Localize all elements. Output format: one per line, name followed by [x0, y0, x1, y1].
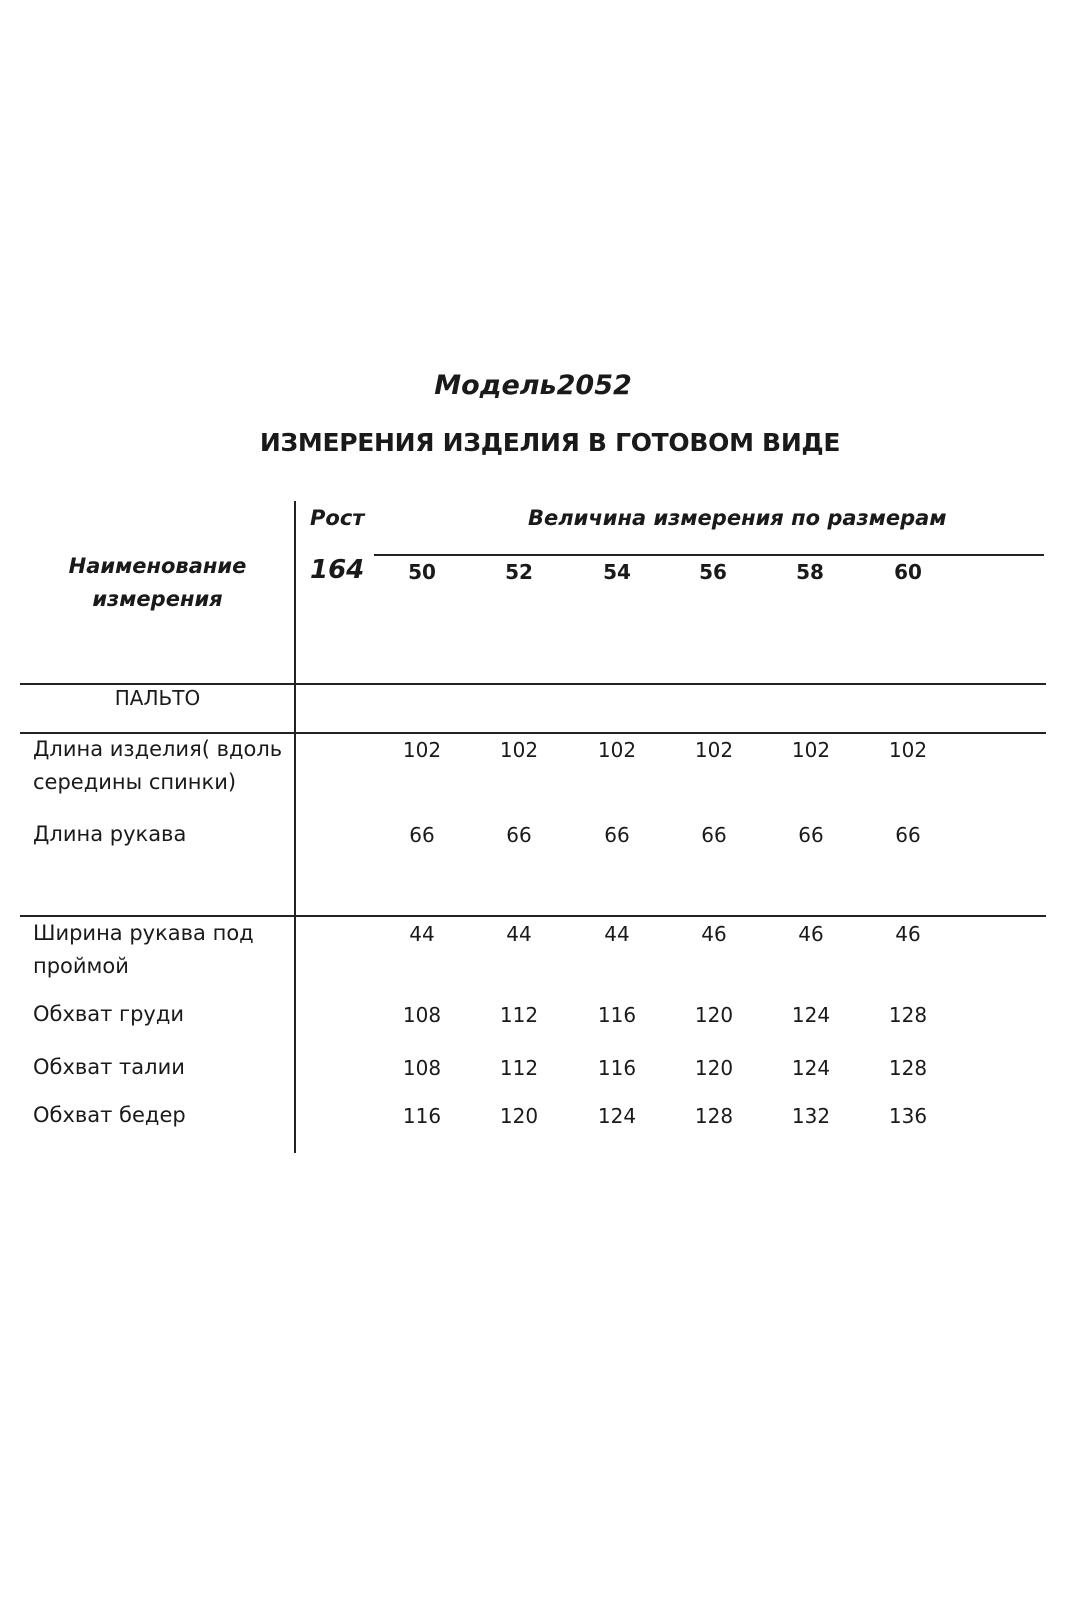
- header-bottom-rule: [20, 683, 1046, 685]
- table-cell: 136: [888, 1104, 928, 1128]
- table-cell: 102: [499, 738, 539, 762]
- table-cell: 116: [597, 1056, 637, 1080]
- table-cell: 66: [506, 823, 532, 847]
- model-title: Модель2052: [434, 370, 632, 401]
- table-cell: 108: [402, 1056, 442, 1080]
- table-cell: 46: [701, 922, 727, 946]
- table-cell: 124: [597, 1104, 637, 1128]
- row-label-line2: проймой: [33, 954, 129, 978]
- table-cell: 46: [895, 922, 921, 946]
- table-cell: 66: [895, 823, 921, 847]
- table-cell: 102: [402, 738, 442, 762]
- table-cell: 128: [888, 1056, 928, 1080]
- row-label: [33, 818, 186, 851]
- row-label-line1: Обхват талии: [33, 1055, 185, 1079]
- size-header: 50: [408, 560, 436, 584]
- table-cell: 128: [888, 1003, 928, 1027]
- table-cell: 46: [798, 922, 824, 946]
- table-cell: 124: [791, 1003, 831, 1027]
- row-label-line1: Длина изделия( вдоль: [33, 737, 283, 761]
- table-cell: 44: [506, 922, 532, 946]
- table-cell: 66: [701, 823, 727, 847]
- table-cell: 132: [791, 1104, 831, 1128]
- name-column-header-line1: Наименование: [68, 554, 247, 578]
- table-cell: 102: [888, 738, 928, 762]
- table-cell: 120: [694, 1056, 734, 1080]
- row-label: [33, 998, 184, 1031]
- row-label-line2: середины спинки): [33, 770, 237, 794]
- size-header: 58: [796, 560, 824, 584]
- row-label-line1: Обхват груди: [33, 1002, 185, 1026]
- table-cell: 66: [604, 823, 630, 847]
- table-cell: 108: [402, 1003, 442, 1027]
- table-cell: 102: [597, 738, 637, 762]
- table-cell: 116: [597, 1003, 637, 1027]
- table-cell: 124: [791, 1056, 831, 1080]
- name-column-header: [20, 550, 295, 616]
- row-label-line1: Длина рукава: [33, 822, 187, 846]
- size-header: 52: [505, 560, 533, 584]
- table-cell: 44: [604, 922, 630, 946]
- header-underline: [374, 554, 1044, 556]
- table-cell: 66: [409, 823, 435, 847]
- size-header: 54: [603, 560, 631, 584]
- table-cell: 120: [694, 1003, 734, 1027]
- height-value: 164: [310, 555, 365, 585]
- table-cell: 120: [499, 1104, 539, 1128]
- size-header: 60: [894, 560, 922, 584]
- row-label: [33, 1099, 186, 1132]
- page-title: ИЗМЕРЕНИЯ ИЗДЕЛИЯ В ГОТОВОМ ВИДЕ: [259, 428, 841, 457]
- table-cell: 102: [791, 738, 831, 762]
- table-cell: 112: [499, 1003, 539, 1027]
- row-label: [33, 917, 254, 983]
- table-cell: 128: [694, 1104, 734, 1128]
- table-cell: 66: [798, 823, 824, 847]
- table-cell: 102: [694, 738, 734, 762]
- vertical-divider: [294, 501, 296, 1153]
- size-header: 56: [699, 560, 727, 584]
- row-label-line1: Ширина рукава под: [33, 921, 254, 945]
- row-label: [33, 733, 282, 799]
- table-cell: 112: [499, 1056, 539, 1080]
- table-cell: 116: [402, 1104, 442, 1128]
- section-label: ПАЛЬТО: [114, 686, 201, 710]
- name-column-header-line2: измерения: [92, 587, 223, 611]
- height-label: Рост: [310, 506, 365, 530]
- row-label-line1: Обхват бедер: [33, 1103, 186, 1127]
- table-cell: 44: [409, 922, 435, 946]
- row-label: [33, 1051, 185, 1084]
- sizes-caption: Величина измерения по размерам: [528, 506, 947, 530]
